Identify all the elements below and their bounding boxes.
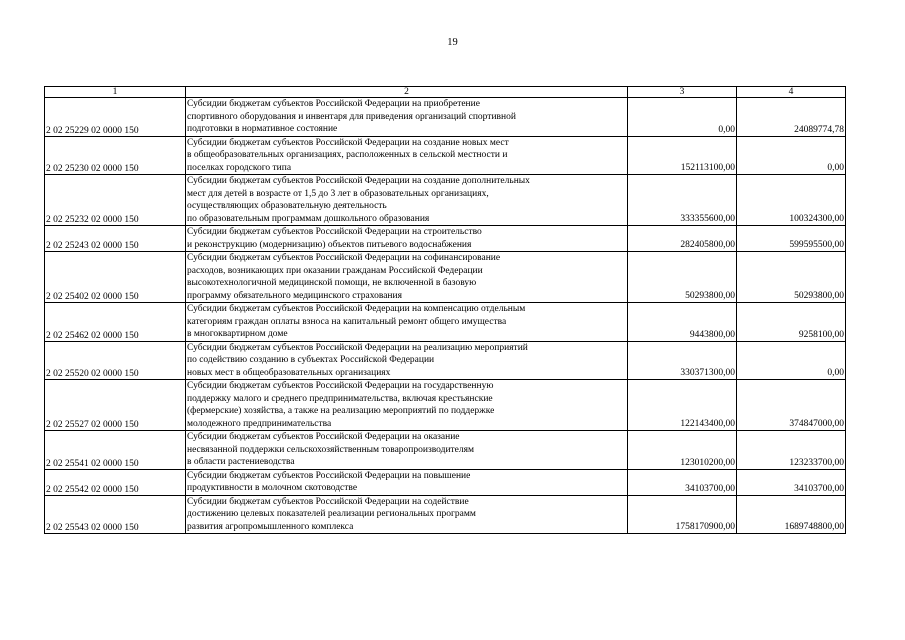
description-cell [186,175,628,226]
description-line: новых мест в общеобразовательных организациях [187,367,391,378]
amount-col3-cell: 333355600,00 [628,175,737,226]
description-cell [186,341,628,380]
amount-col4-cell: 24089774,78 [737,98,846,137]
table-row [45,136,846,175]
page-number: 19 [447,37,458,48]
description-line: высокотехнологичной медицинской помощи, не включенной в базовую [187,278,477,288]
amount-col3-cell: 34103700,00 [628,469,737,495]
description-line: Субсидии бюджетам субъектов Российской Федерации на создание новых мест [187,137,509,148]
table-row [45,341,846,380]
column-header-4: 4 [737,87,846,98]
description-line: (фермерские) хозяйства, а также на реализацию мероприятий по поддержке [187,406,495,416]
description-line: осуществляющих образовательную деятельность [187,201,387,211]
amount-col4-cell: 123233700,00 [737,431,846,470]
description-line: Субсидии бюджетам субъектов Российской Федерации на строительство [187,227,482,237]
amount-col3-cell: 50293800,00 [628,252,737,303]
description-line: расходов, возникающих при оказании гражданам Российской Федерации [187,265,483,276]
description-line: Субсидии бюджетам субъектов Российской Федерации на софинансирование [187,253,501,263]
description-line: Субсидии бюджетам субъектов Российской Федерации на государственную [187,381,494,391]
description-line: поселках городского типа [187,162,292,173]
amount-col4-cell: 50293800,00 [737,252,846,303]
description-cell [186,431,628,470]
description-line: подготовки в нормативное состояние [187,124,338,134]
amount-col4-cell: 599595500,00 [737,226,846,252]
description-line: Субсидии бюджетам субъектов Российской Федерации на реализацию мероприятий [187,342,528,353]
budget-code-cell: 2 02 25543 02 0000 150 [45,495,186,534]
budget-code-cell: 2 02 25541 02 0000 150 [45,431,186,470]
description-cell [186,252,628,303]
description-line: Субсидии бюджетам субъектов Российской Федерации на содействие [187,496,469,507]
description-line: Субсидии бюджетам субъектов Российской Федерации на повышение [187,470,471,481]
description-line: в общеобразовательных организациях, расположенных в сельской местности и [187,150,508,160]
description-line: спортивного оборудования и инвентаря для приведения организаций спортивной [187,111,516,122]
table-row [45,469,846,495]
amount-col3-cell: 123010200,00 [628,431,737,470]
amount-col4-cell: 0,00 [737,136,846,175]
table-row [45,495,846,534]
description-line: достижению целевых показателей реализации региональных программ [187,509,476,519]
description-line: Субсидии бюджетам субъектов Российской Федерации на создание дополнительных [187,176,530,186]
budget-code-cell: 2 02 25520 02 0000 150 [45,341,186,380]
description-line: категориям граждан оплаты взноса на капитальный ремонт общего имущества [187,316,507,327]
table-body [45,98,846,534]
amount-col3-cell: 0,00 [628,98,737,137]
budget-code-cell: 2 02 25462 02 0000 150 [45,303,186,342]
table-row [45,303,846,342]
amount-col3-cell: 9443800,00 [628,303,737,342]
table-row [45,175,846,226]
description-cell [186,380,628,431]
budget-code-cell: 2 02 25527 02 0000 150 [45,380,186,431]
table-row [45,252,846,303]
amount-col3-cell: 330371300,00 [628,341,737,380]
description-line: в области растениеводства [187,457,295,467]
column-header-2: 2 [186,87,628,98]
budget-code-cell: 2 02 25232 02 0000 150 [45,175,186,226]
description-line: развития агропромышленного комплекса [187,521,354,532]
amount-col4-cell: 1689748800,00 [737,495,846,534]
description-line: молодежного предпринимательства [187,418,332,429]
column-header-1: 1 [45,87,186,98]
description-cell [186,469,628,495]
budget-code-cell: 2 02 25229 02 0000 150 [45,98,186,137]
amount-col4-cell: 374847000,00 [737,380,846,431]
description-cell [186,226,628,252]
description-line: Субсидии бюджетам субъектов Российской Федерации на приобретение [187,99,480,109]
budget-code-cell: 2 02 25230 02 0000 150 [45,136,186,175]
description-cell [186,303,628,342]
table-row [45,98,846,137]
amount-col3-cell: 122143400,00 [628,380,737,431]
amount-col4-cell: 9258100,00 [737,303,846,342]
description-cell [186,136,628,175]
table-row [45,226,846,252]
description-line: мест для детей в возрасте от 1,5 до 3 лет в образовательных организациях, [187,188,489,199]
description-line: Субсидии бюджетам субъектов Российской Федерации на компенсацию отдельным [187,304,526,314]
description-line: программу обязательного медицинского страхования [187,290,402,301]
amount-col4-cell: 0,00 [737,341,846,380]
description-line: продуктивности в молочном скотоводстве [187,483,358,493]
description-line: несвязанной поддержки сельскохозяйственным товаропроизводителям [187,444,475,455]
budget-code-cell: 2 02 25243 02 0000 150 [45,226,186,252]
amount-col3-cell: 152113100,00 [628,136,737,175]
column-header-3: 3 [628,87,737,98]
header-row [45,87,846,98]
description-line: по содействию созданию в субъектах Российской Федерации [187,355,435,365]
amount-col4-cell: 100324300,00 [737,175,846,226]
amount-col3-cell: 1758170900,00 [628,495,737,534]
description-line: поддержку малого и среднего предпринимательства, включая крестьянские [187,393,493,404]
budget-table [44,86,846,534]
description-line: Субсидии бюджетам субъектов Российской Федерации на оказание [187,432,460,442]
budget-code-cell: 2 02 25542 02 0000 150 [45,469,186,495]
amount-col4-cell: 34103700,00 [737,469,846,495]
table-row [45,380,846,431]
budget-code-cell: 2 02 25402 02 0000 150 [45,252,186,303]
description-line: в многоквартирном доме [187,329,288,339]
description-cell [186,98,628,137]
description-line: и реконструкцию (модернизацию) объектов питьевого водоснабжения [187,239,472,250]
table-row [45,431,846,470]
description-cell [186,495,628,534]
description-line: по образовательным программам дошкольного образования [187,213,430,224]
amount-col3-cell: 282405800,00 [628,226,737,252]
